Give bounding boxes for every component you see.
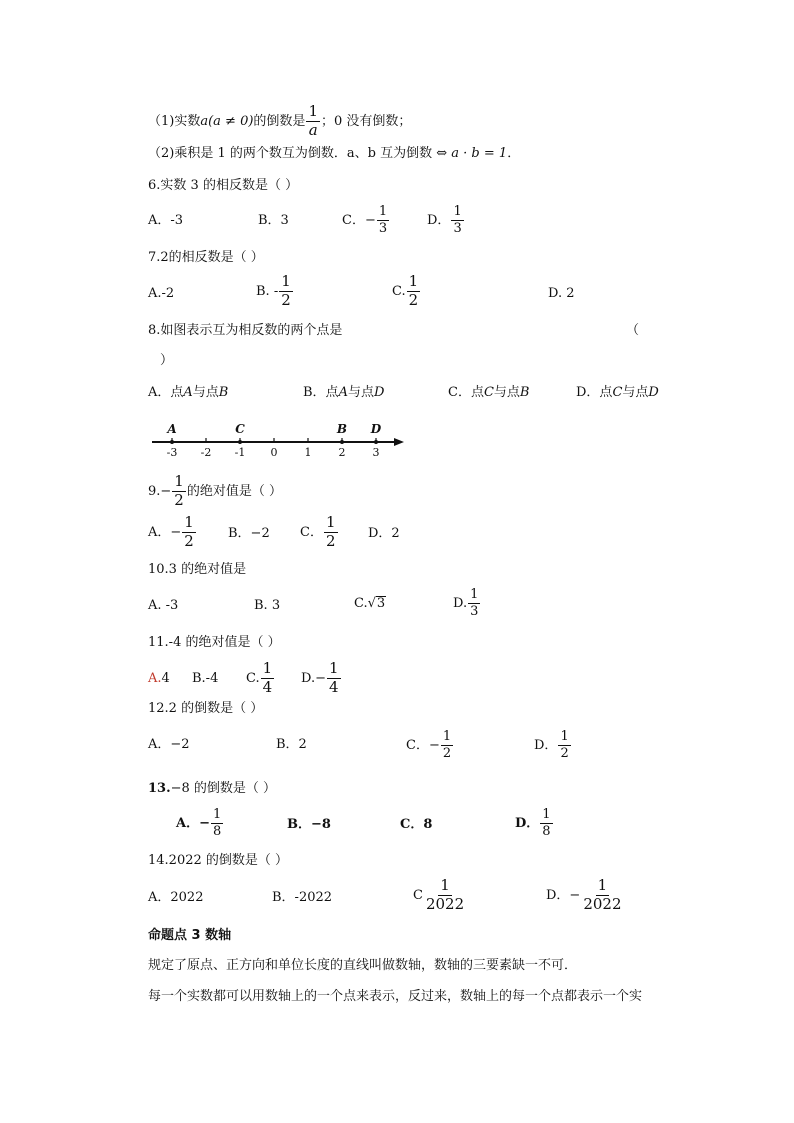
q8-option-b: B．点 A 与点 D: [303, 385, 385, 400]
tick-label: -1: [234, 446, 246, 459]
point-label-b: B: [336, 422, 348, 436]
q8-paren-close: ）: [160, 353, 174, 368]
q12-option-c: C．− $\frac{1}{2}$: [406, 729, 452, 761]
question-14-stem: 14.2022 的倒数是（ ）: [148, 853, 289, 868]
q13-option-a: A．− $\frac{1}{8}$: [176, 807, 222, 839]
q8-option-d: D．点 C 与点 D: [576, 385, 659, 400]
question-10-stem: 10.3 的绝对值是: [148, 562, 247, 577]
q14-option-b: B．-2022: [272, 890, 333, 905]
q14-option-d: D．− $\frac{1}{2022}$: [546, 876, 622, 913]
q14-option-c: C $\frac{1}{2022}$: [413, 876, 465, 913]
q12-option-d: D． $\frac{1}{2}$: [534, 729, 569, 761]
tick-label: -3: [166, 446, 178, 459]
q10-option-c: C. √ 3: [354, 595, 386, 611]
q8-option-a: A．点 A 与点 B: [148, 385, 229, 400]
point-a: [170, 440, 174, 444]
rule-1-variable: a(a ≠ 0): [200, 113, 254, 129]
question-6-stem: 6.实数 3 的相反数是（ ）: [148, 178, 299, 193]
section-paragraph-1: 规定了原点、正方向和单位长度的直线叫做数轴，数轴的三要素缺一不可．: [148, 958, 578, 973]
q6-option-c: C．− $\frac{1}{3}$: [342, 204, 388, 236]
rule-1-suffix: ；0 没有倒数；: [320, 113, 412, 129]
iff-symbol: ⇔: [436, 146, 448, 161]
sqrt-symbol: √: [367, 595, 376, 611]
q12-option-a: A．−2: [148, 737, 190, 752]
tick-label: 0: [270, 446, 278, 459]
question-12-stem: 12.2 的倒数是（ ）: [148, 701, 264, 716]
point-label-d: D: [370, 422, 382, 436]
point-label-a: A: [167, 422, 177, 436]
q7-option-c: C. $\frac{1}{2}$: [392, 272, 419, 309]
q11-option-b: B.-4: [192, 671, 219, 686]
rule-1: [148, 104, 411, 139]
question-13-stem: 13.−8 的倒数是（ ）: [148, 781, 277, 796]
q11-option-c: C. $\frac{1}{4}$: [246, 659, 273, 696]
q10-option-a: A. -3: [148, 598, 179, 613]
section-title: 命题点 3 数轴: [148, 928, 232, 943]
tick-label: 1: [304, 446, 312, 459]
q12-option-b: B．2: [276, 737, 307, 752]
q6-option-d: D． $\frac{1}{3}$: [427, 204, 462, 236]
question-11-stem: 11.-4 的绝对值是（ ）: [148, 635, 281, 650]
number-line-arrow: [394, 438, 404, 446]
q7-option-d: D. 2: [548, 286, 575, 301]
point-c: [238, 440, 242, 444]
q9-option-c: C． $\frac{1}{2}$: [300, 513, 336, 550]
q11-option-d: D.− $\frac{1}{4}$: [301, 659, 339, 696]
q11-option-a: A. 4: [148, 671, 170, 686]
q13-option-b: B．−8: [287, 817, 331, 832]
q9-option-b: B．−2: [228, 526, 270, 541]
q8-option-c: C．点 C 与点 B: [448, 385, 530, 400]
q9-option-a: A．− $\frac{1}{2}$: [148, 513, 194, 550]
q13-option-d: D． $\frac{1}{8}$: [515, 807, 551, 839]
point-b: [340, 440, 344, 444]
question-9-stem: 9.− $\frac{1}{2}$ 的绝对值是（ ）: [148, 472, 282, 509]
tick-label: -2: [200, 446, 212, 459]
q9-option-d: D．2: [368, 526, 400, 541]
q7-option-b: B. - $\frac{1}{2}$: [256, 272, 291, 309]
q7-option-a: A.-2: [148, 286, 175, 301]
rule-1-mid: 的倒数是: [253, 113, 306, 129]
reciprocal-fraction: $\frac{1}{a}$: [308, 102, 318, 139]
tick-label: 2: [338, 446, 346, 459]
q10-option-d: D. $\frac{1}{3}$: [453, 587, 479, 619]
q6-option-a: A．-3: [148, 213, 184, 228]
number-line-figure: [150, 418, 410, 462]
q8-paren-open: （: [626, 323, 640, 338]
q14-option-a: A．2022: [148, 890, 204, 905]
point-label-c: C: [235, 422, 245, 436]
question-7-stem: 7.2的相反数是（ ）: [148, 250, 264, 265]
q13-option-c: C．8: [400, 817, 433, 832]
rule-2: （2)乘积是 1 的两个数互为倒数．a、b 互为倒数 ⇔ a · b = 1．: [148, 146, 521, 161]
question-8-stem: 8.如图表示互为相反数的两个点是: [148, 323, 343, 338]
section-paragraph-2: 每一个实数都可以用数轴上的一个点来表示，反过来，数轴上的每一个点都表示一个实: [148, 989, 643, 1004]
q6-option-b: B．3: [258, 213, 289, 228]
rule-1-prefix: （1)实数: [148, 113, 201, 129]
point-d: [374, 440, 378, 444]
tick-label: 3: [372, 446, 380, 459]
q10-option-b: B. 3: [254, 598, 281, 613]
